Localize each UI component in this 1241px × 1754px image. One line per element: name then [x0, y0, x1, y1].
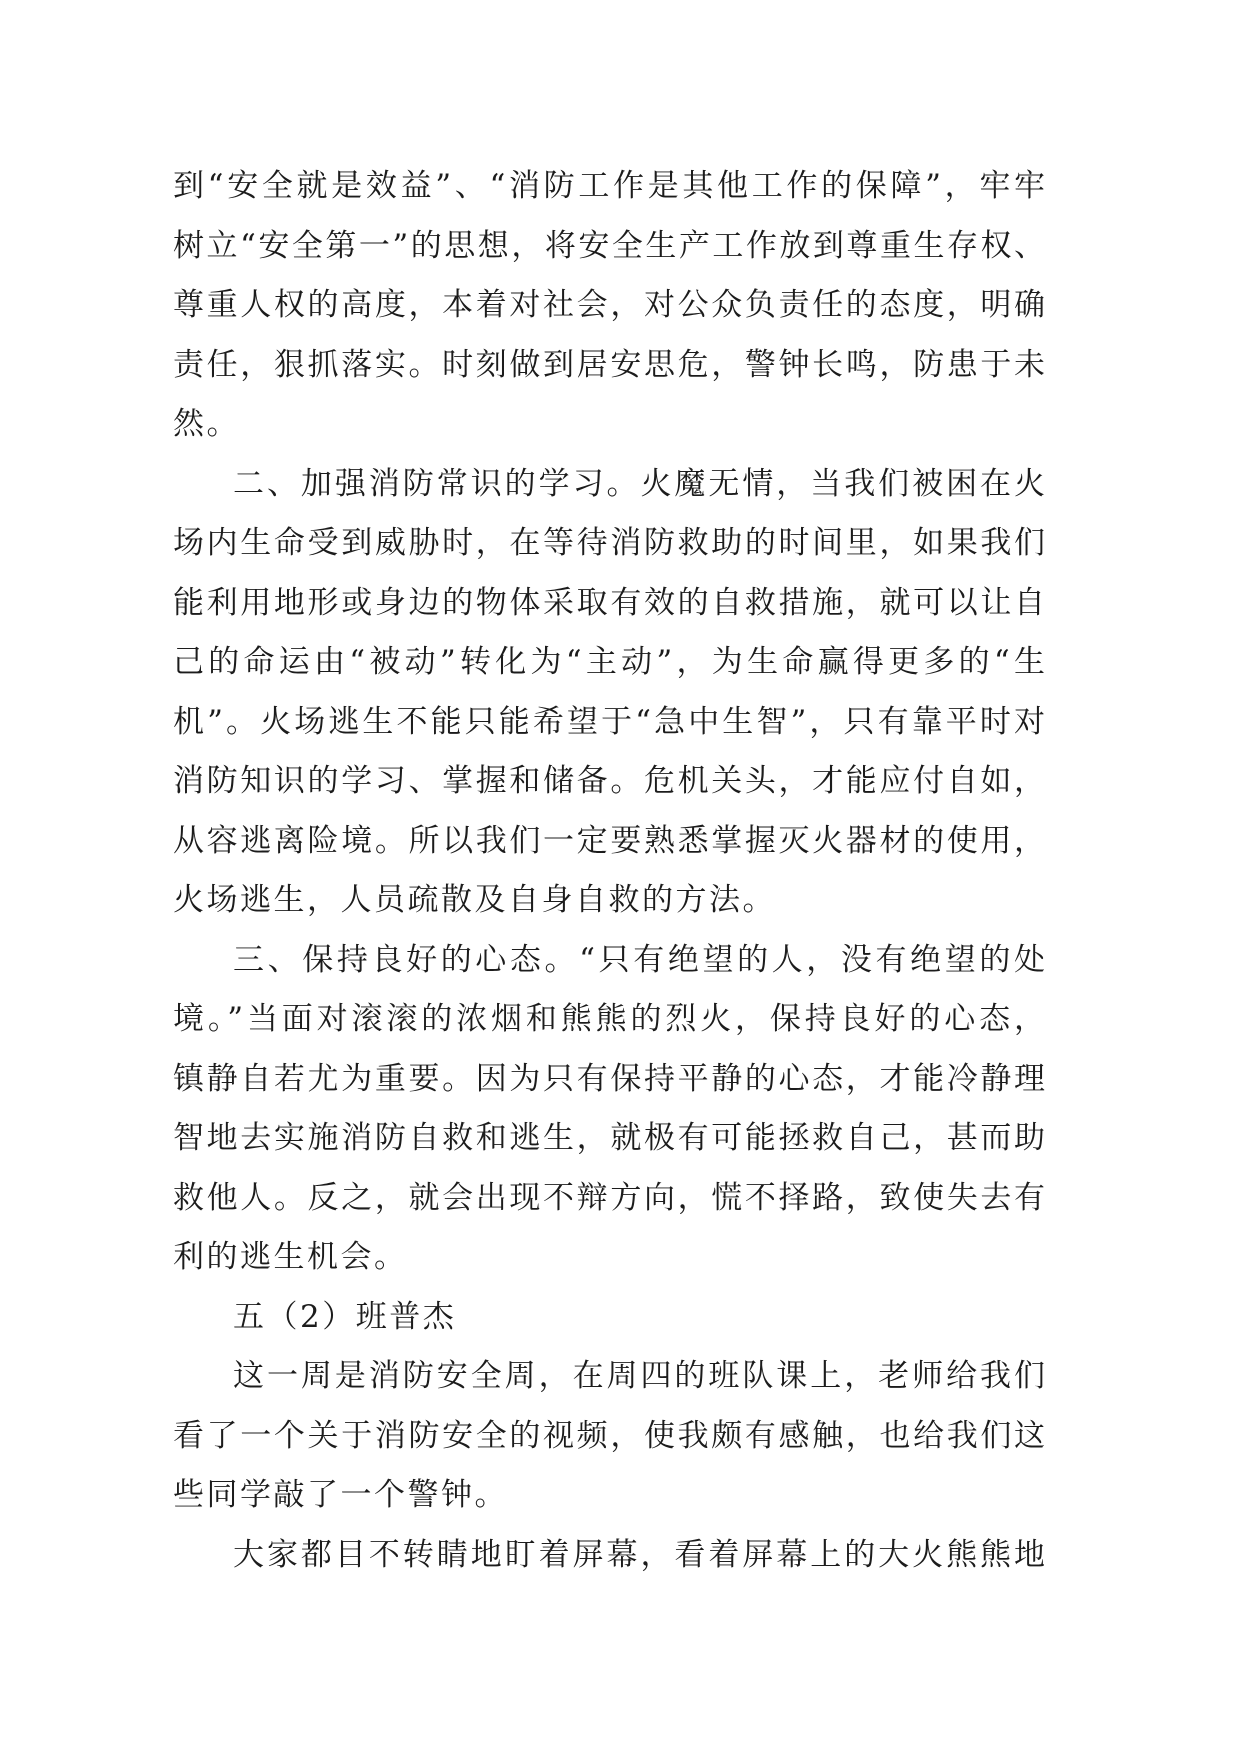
- text-line: 到“安全就是效益”、“消防工作是其他工作的保障”，牢牢: [173, 168, 1045, 204]
- paragraph-first-line: 大家都目不转睛地盯着屏幕，看着屏幕上的大火熊熊地: [233, 1536, 1045, 1573]
- text-line: 尊重人权的高度，本着对社会，对公众负责任的态度，明确: [173, 287, 1045, 323]
- text-line: 然。: [173, 406, 240, 442]
- text-line: 从容逃离险境。所以我们一定要熟悉掌握灭火器材的使用，: [173, 822, 1045, 859]
- text-line: 场内生命受到威胁时，在等待消防救助的时间里，如果我们: [173, 525, 1045, 561]
- paragraph-first-line: 二、加强消防常识的学习。火魔无情，当我们被困在火: [233, 465, 1045, 502]
- text-line: 责任，狠抓落实。时刻做到居安思危，警钟长鸣，防患于未: [173, 346, 1045, 383]
- text-line: 镇静自若尤为重要。因为只有保持平静的心态，才能冷静理: [173, 1060, 1045, 1097]
- body-text: [173, 157, 1045, 1585]
- text-line: 火场逃生，人员疏散及自身自救的方法。: [173, 882, 776, 918]
- text-line: 些同学敲了一个警钟。: [173, 1477, 508, 1513]
- paragraph-first-line: 三、保持良好的心态。“只有绝望的人，没有绝望的处: [233, 941, 1045, 978]
- text-line: 智地去实施消防自救和逃生，就极有可能拯救自己，甚而助: [173, 1120, 1045, 1156]
- text-line: 看了一个关于消防安全的视频，使我颇有感触，也给我们这: [173, 1417, 1045, 1454]
- text-line: 能利用地形或身边的物体采取有效的自救措施，就可以让自: [173, 584, 1045, 621]
- text-line: 己的命运由“被动”转化为“主动”，为生命赢得更多的“生: [173, 644, 1045, 680]
- text-line: 树立“安全第一”的思想，将安全生产工作放到尊重生存权、: [173, 227, 1045, 264]
- text-line: 机”。火场逃生不能只能希望于“急中生智”，只有靠平时对: [173, 703, 1045, 740]
- text-line: 消防知识的学习、掌握和储备。危机关头，才能应付自如，: [173, 763, 1045, 799]
- text-line: 利的逃生机会。: [173, 1239, 408, 1275]
- paragraph-first-line: 这一周是消防安全周，在周四的班队课上，老师给我们: [233, 1358, 1045, 1394]
- text-line: 境。”当面对滚滚的浓烟和熊熊的烈火，保持良好的心态，: [173, 1001, 1045, 1037]
- text-line: 救他人。反之，就会出现不辩方向，慌不择路，致使失去有: [173, 1179, 1045, 1216]
- author-line: 五（2）班普杰: [233, 1298, 457, 1335]
